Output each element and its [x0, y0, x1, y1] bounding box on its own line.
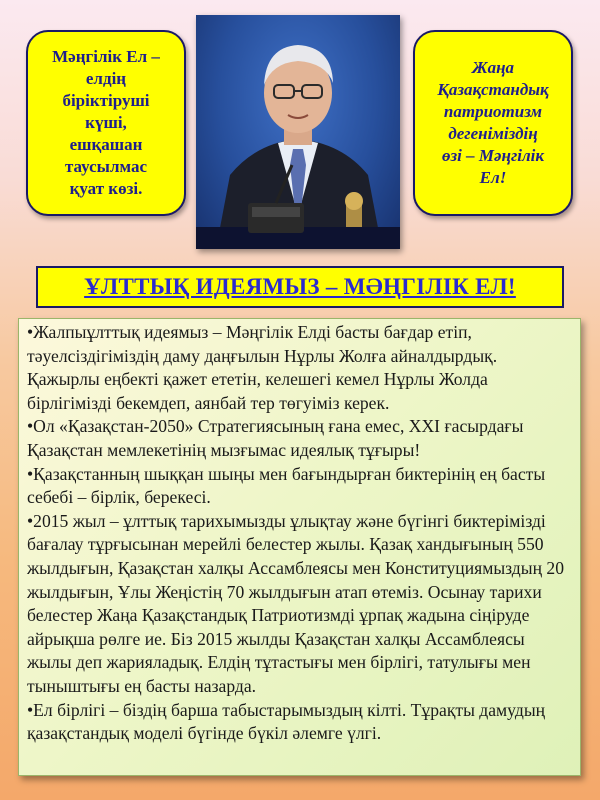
right-callout-line: патриотизм [443, 102, 543, 121]
right-callout-line: Ел! [479, 168, 507, 187]
right-callout-line: өзі – Мәңгілік [441, 146, 545, 165]
left-quote-callout [26, 30, 186, 216]
left-callout-line: елдің [85, 69, 127, 88]
speaker-portrait-photo [196, 15, 400, 249]
right-callout-line: дегеніміздің [448, 124, 538, 143]
body-paragraph: •Ел бірлігі – біздің барша табыстарымыздың кілті. Тұрақты дамудың қазақстандық моделі бүгінде бүкіл әлемге үлгі. [27, 699, 546, 744]
left-callout-line: біріктіруші [62, 91, 150, 110]
page-headline: ҰЛТТЫҚ ИДЕЯМЫЗ – МӘҢГІЛІК ЕЛ! [36, 266, 564, 308]
main-text-box [18, 318, 581, 776]
body-paragraph: •Қазақстанның шыққан шыңы мен бағындырған биктерінің ең басты себебі – бірлік, берекесі. [27, 463, 546, 508]
left-callout-line: күші, [85, 113, 127, 132]
left-callout-line: таусылмас [64, 157, 148, 176]
left-callout-line: ешқашан [69, 135, 143, 154]
right-callout-line: Қазақстандық [437, 80, 549, 99]
body-paragraph: •Ол «Қазақстан-2050» Стратегиясының ғана емес, XXI ғасырдағы Қазақстан мемлекетінің мызғымас идеялық тұғыры! [27, 416, 524, 460]
left-callout-line: қуат көзі. [69, 179, 143, 198]
right-quote-callout [413, 30, 573, 216]
portrait-illustration [196, 15, 400, 249]
body-paragraph: •Жалпыұлттық идеямыз – Мәңгілік Елді басты бағдар етіп, тәуелсіздігіміздің даму даңғылын Нұрлы Жолға айналдырдық. Қажырлы еңбекті қажет ететін, келешегі кемел Нұрлы Жолда бірлігімізді бекемдеп, аянбай тер төгуіміз керек. [27, 322, 498, 413]
right-callout-line: Жаңа [471, 58, 515, 77]
body-paragraph: •2015 жыл – ұлттық тарихымызды ұлықтау және бүгінгі биктерімізді бағалау тұрғысынан мерейлі белестер жылы. Қазақ хандығының 550 жылдығын, Қазақстан халқы Ассамблеясы мен Конституциямыздың 20 жылдығын, Ұлы Жеңістің 70 жылдығын атап өтеміз. Осынау тарихи белестер Жаңа Қазақстандық Патриотизмді ұрпақ жадына сіңіруде айрықша рөлге ие. Біз 2015 жылды Қазақстан халқы Ассамблеясы жылы деп жарияладық. Елдің тұтастығы мен бірлігі, татулығы мен тыныштығы ең басты назарда. [27, 510, 564, 696]
left-callout-line: Мәңгілік Ел – [52, 47, 160, 66]
